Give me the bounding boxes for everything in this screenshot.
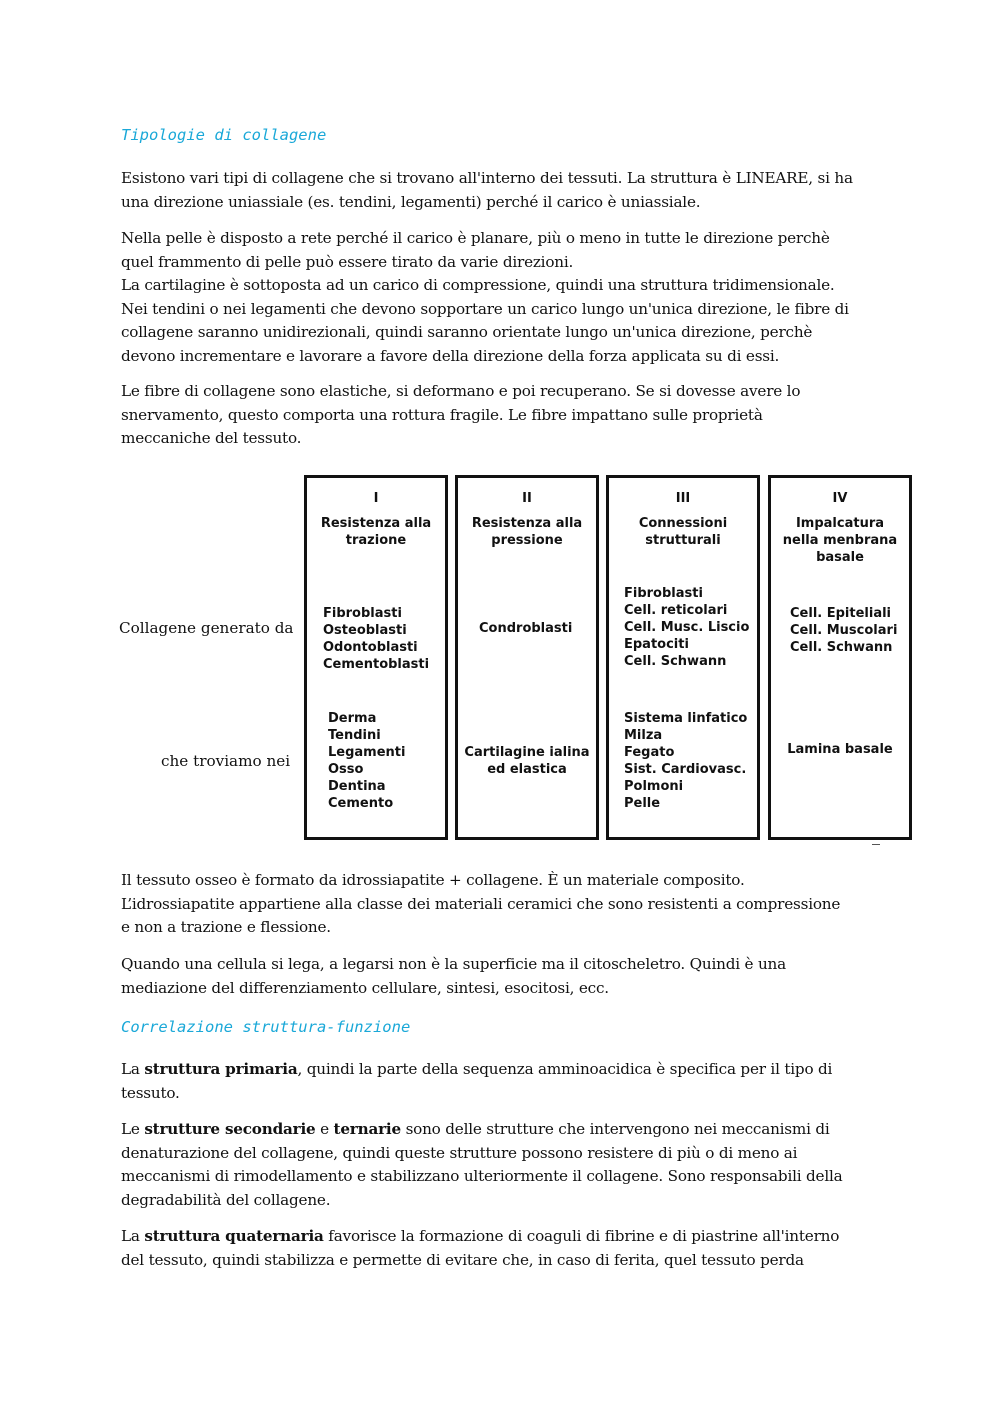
list-item: Dentina [328, 779, 386, 794]
text-line: degradabilità del collagene. [121, 1190, 331, 1209]
role-line: nella menbrana [782, 533, 898, 548]
text-line: meccaniche del tessuto. [121, 429, 302, 447]
role-line: Connessioni [638, 516, 728, 531]
list-item: Cell. Schwann [624, 654, 727, 669]
list-item: Derma [328, 711, 377, 726]
text-line: Quando una cellula si lega, a legarsi non è la superficie ma il citoscheletro. Quindi è una [121, 955, 786, 973]
row-label-found: che troviamo nei [161, 752, 291, 770]
cell-list [479, 620, 572, 637]
list-item: Cartilagine ialina [464, 745, 590, 760]
text-run: , quindi la parte della sequenza amminoacidica è specifica per il tipo di [297, 1060, 833, 1078]
tissue-list [771, 741, 909, 758]
text-line: meccanismi di rimodellamento e stabilizzano ulteriormente il collagene. Sono responsabili della [121, 1167, 843, 1185]
text-run: favorisce la formazione di coaguli di fibrine e di piastrine all'interno [323, 1227, 840, 1245]
text-line: La cartilagine è sottoposta ad un carico di compressione, quindi una struttura tridimensionale. [121, 276, 835, 294]
bold-term: ternarie [333, 1120, 401, 1138]
text-line: Le fibre di collagene sono elastiche, si deformano e poi recuperano. Se si dovesse avere lo [121, 382, 801, 400]
column-role [458, 515, 596, 549]
paragraph-3 [121, 380, 891, 451]
list-item: Fegato [624, 745, 675, 760]
list-item: Cell. reticolari [624, 603, 728, 618]
role-line: pressione [491, 533, 563, 548]
collagen-type-column-2 [455, 475, 599, 840]
list-item: Cementoblasti [323, 657, 430, 672]
paragraph-4 [121, 869, 891, 940]
text-line: del tessuto, quindi stabilizza e permette di evitare che, in caso di ferita, quel tessuto perda [121, 1250, 804, 1269]
paragraph-6 [121, 1058, 891, 1105]
text-line: mediazione del differenziamento cellulare, sintesi, esocitosi, ecc. [121, 978, 609, 997]
paragraph-2 [121, 227, 891, 368]
section-heading-correlazione: Correlazione struttura-funzione [121, 1018, 411, 1036]
text-line: devono incrementare e lavorare a favore della direzione della forza applicata su di essi. [121, 346, 780, 365]
list-item: Osso [328, 762, 364, 777]
text-run: La [121, 1227, 145, 1245]
text-line: Il tessuto osseo è formato da idrossiapatite + collagene. È un materiale composito. [121, 871, 745, 889]
list-item: Sist. Cardiovasc. [624, 762, 747, 777]
text-run: La [121, 1060, 145, 1078]
list-item: Milza [624, 728, 663, 743]
list-item: Polmoni [624, 779, 684, 794]
list-item: Pelle [624, 796, 661, 811]
list-item: Fibroblasti [624, 586, 703, 601]
role-line: Resistenza alla [320, 516, 432, 531]
paragraph-8 [121, 1225, 891, 1272]
list-item: ed elastica [487, 762, 567, 777]
text-run: sono delle strutture che intervengono nei meccanismi di [400, 1120, 830, 1138]
collagen-type-column-3 [606, 475, 760, 840]
roman-numeral: III [675, 491, 691, 506]
list-item: Cell. Schwann [790, 640, 893, 655]
roman-numeral: I [373, 491, 379, 506]
column-role [307, 515, 445, 549]
collagen-type-column-4 [768, 475, 912, 840]
role-line: Resistenza alla [471, 516, 583, 531]
section-heading-tipologie: Tipologie di collagene [121, 126, 327, 144]
text-line [121, 1058, 891, 1082]
tissue-list [624, 710, 747, 812]
text-line: L’idrossiapatite appartiene alla classe dei materiali ceramici che sono resistenti a compressione [121, 894, 841, 913]
roman-numeral: II [522, 491, 532, 506]
list-item: Cell. Musc. Liscio [624, 620, 750, 635]
text-run: Le [121, 1120, 145, 1138]
bold-term: struttura quaternaria [144, 1227, 324, 1245]
text-line: tessuto. [121, 1083, 180, 1102]
column-role [771, 515, 909, 566]
text-line: denaturazione del collagene, quindi queste strutture possono resistere di più o di meno ai [121, 1143, 798, 1162]
cell-list [624, 585, 749, 670]
bold-term: strutture secondarie [144, 1120, 316, 1138]
list-item: Fibroblasti [323, 606, 402, 621]
text-line: Nella pelle è disposto a rete perché il carico è planare, più o meno in tutte le direzione perchè [121, 229, 830, 247]
cell-list [790, 605, 897, 656]
text-line [121, 1118, 891, 1142]
figure-mark [872, 844, 880, 845]
list-item: Condroblasti [479, 621, 573, 636]
cell-list [323, 605, 429, 673]
text-line: e non a trazione e flessione. [121, 918, 331, 936]
list-item: Osteoblasti [323, 623, 407, 638]
role-line: trazione [345, 533, 407, 548]
list-item: Lamina basale [787, 742, 893, 757]
roman-numeral: IV [832, 491, 848, 506]
list-item: Cemento [328, 796, 394, 811]
tissue-list [458, 744, 596, 778]
text-line: una direzione uniassiale (es. tendini, legamenti) perché il carico è uniassiale. [121, 192, 701, 211]
row-label-generated: Collagene generato da [119, 619, 294, 637]
paragraph-7 [121, 1118, 891, 1212]
text-line: quel frammento di pelle può essere tirato da varie direzioni. [121, 252, 574, 271]
role-line: basale [816, 550, 864, 565]
role-line: strutturali [645, 533, 721, 548]
list-item: Cell. Muscolari [790, 623, 898, 638]
paragraph-5 [121, 953, 891, 1000]
paragraph-1 [121, 167, 891, 214]
text-line: Nei tendini o nei legamenti che devono sopportare un carico lungo un'unica direzione, le fibre di [121, 299, 849, 318]
list-item: Tendini [328, 728, 381, 743]
list-item: Odontoblasti [323, 640, 418, 655]
collagen-type-column-1 [304, 475, 448, 840]
column-role [609, 515, 757, 549]
tissue-list [328, 710, 405, 812]
text-line: snervamento, questo comporta una rottura fragile. Le fibre impattano sulle proprietà [121, 405, 763, 424]
text-line [121, 1225, 891, 1249]
text-line: Esistono vari tipi di collagene che si trovano all'interno dei tessuti. La struttura è LINEARE, si ha [121, 169, 853, 187]
list-item: Cell. Epiteliali [790, 606, 892, 621]
list-item: Epatociti [624, 637, 689, 652]
text-run: e [315, 1120, 334, 1138]
text-line: collagene saranno unidirezionali, quindi saranno orientate lungo un'unica direzione, perchè [121, 323, 813, 341]
role-line: Impalcatura [795, 516, 885, 531]
list-item: Legamenti [328, 745, 406, 760]
list-item: Sistema linfatico [624, 711, 748, 726]
bold-term: struttura primaria [144, 1060, 298, 1078]
